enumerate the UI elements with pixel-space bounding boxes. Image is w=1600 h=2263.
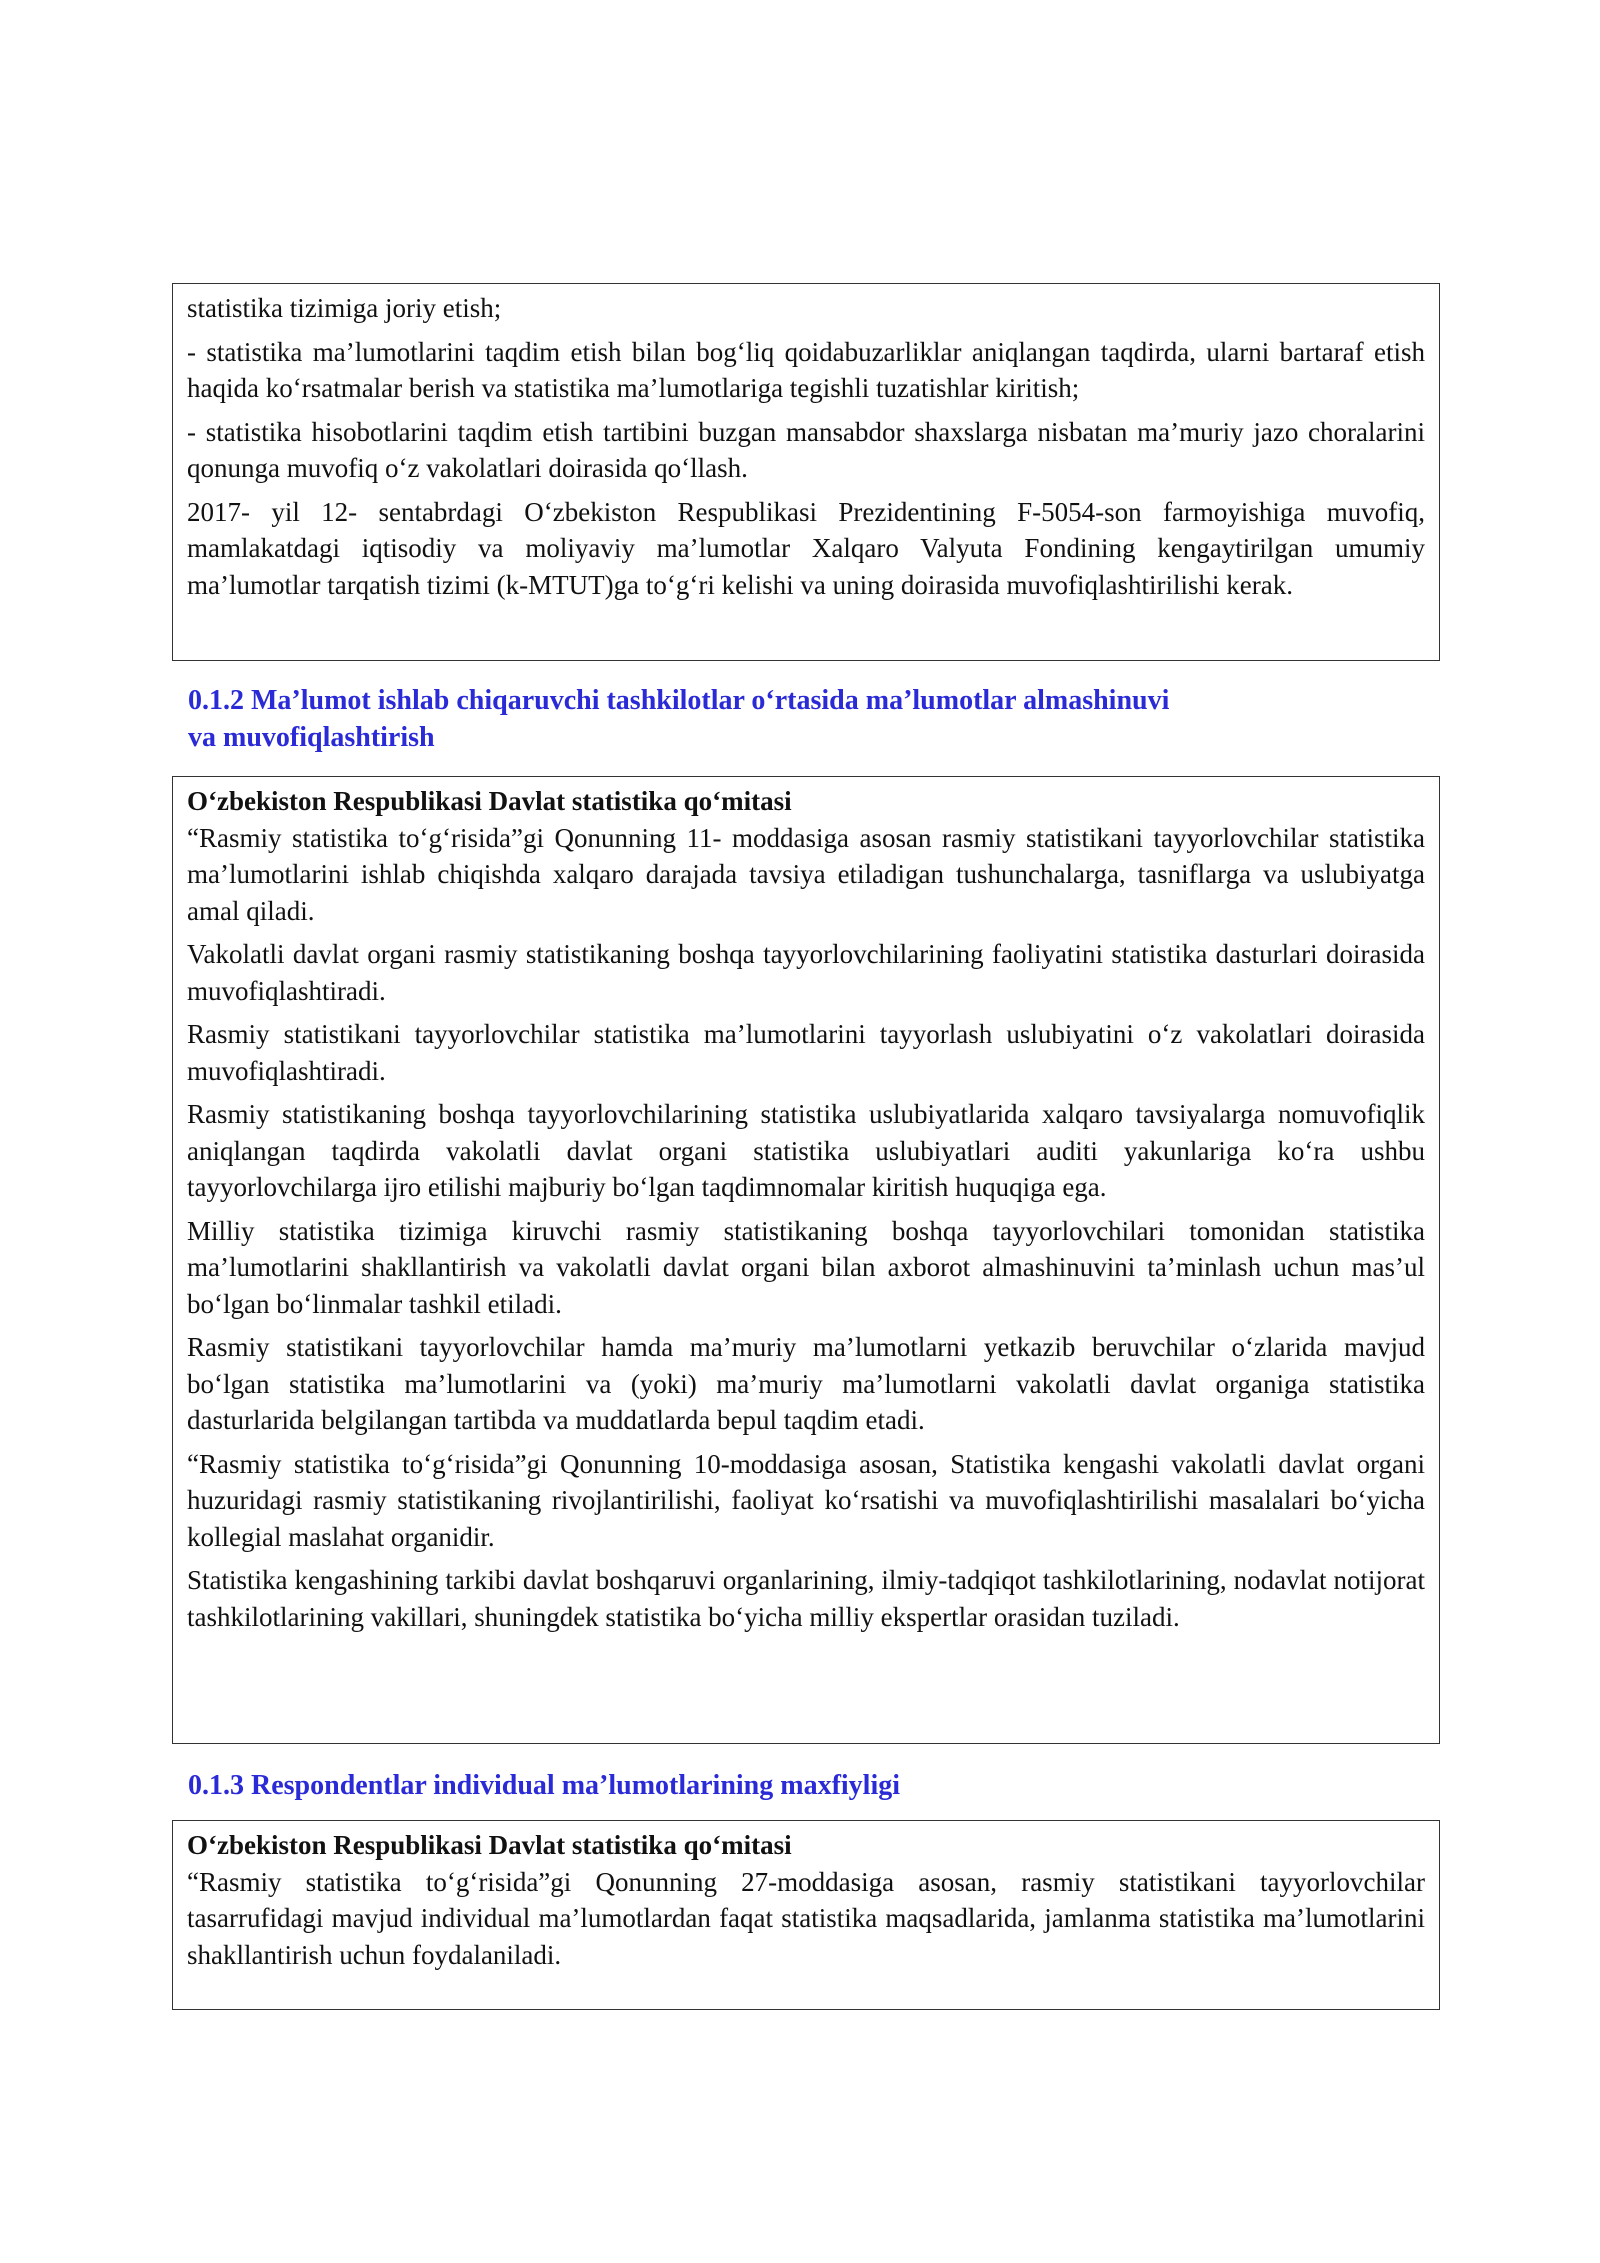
paragraph: - statistika ma’lumotlarini taqdim etish bilan bog‘liq qoidabuzarliklar aniqlangan taqdirda, ularni bartaraf etish haqida ko‘rsatmalar berish va statistika ma’lumotlariga tegishli tuzatishlar kiritish; xyxy=(187,336,1425,403)
organization-title: O‘zbekiston Respublikasi Davlat statistika qo‘mitasi xyxy=(187,1830,792,1860)
paragraph: Rasmiy statistikani tayyorlovchilar statistika ma’lumotlarini tayyorlash uslubiyatini o‘z vakolatlari doirasida muvofiqlashtiradi. xyxy=(187,1019,1425,1086)
paragraph: “Rasmiy statistika to‘g‘risida”gi Qonunning 27-moddasiga asosan, rasmiy statistikani tayyorlovchilar tasarrufidagi mavjud individual ma’lumotlardan faqat statistika maqsadlarida, jamlanma statistika ma’lumotlarini shakllantirish uchun foydalaniladi. xyxy=(187,1866,1425,1970)
organization-title: O‘zbekiston Respublikasi Davlat statistika qo‘mitasi xyxy=(187,786,792,816)
section-heading-0-1-2 xyxy=(188,682,1388,756)
paragraph: statistika tizimiga joriy etish; xyxy=(187,293,502,323)
text-box-section-0-1-3 xyxy=(172,1820,1440,2010)
paragraph: “Rasmiy statistika to‘g‘risida”gi Qonunning 11- moddasiga asosan rasmiy statistikani tayyorlovchilar statistika ma’lumotlarini ishlab chiqishda xalqaro darajada tavsiya etiladigan tushunchalarga, tasniflarga va uslubiyatga amal qiladi. xyxy=(187,822,1425,926)
paragraph: 2017- yil 12- sentabrdagi O‘zbekiston Respublikasi Prezidentining F-5054-son farmoyishiga muvofiq, mamlakatdagi iqtisodiy va moliyaviy ma’lumotlar Xalqaro Valyuta Fondining kengaytirilgan umumiy ma’lumotlar tarqatish tizimi (k-MTUT)ga to‘g‘ri kelishi va uning doirasida muvofiqlashtirilishi kerak. xyxy=(187,496,1425,600)
paragraph: “Rasmiy statistika to‘g‘risida”gi Qonunning 10-moddasiga asosan, Statistika kengashi vakolatli davlat organi huzuridagi rasmiy statistikaning rivojlantirilishi, faoliyat ko‘rsatishi va muvofiqlashtirilishi masalalari bo‘yicha kollegial maslahat organidir. xyxy=(187,1448,1425,1552)
text-box-continuation xyxy=(172,283,1440,661)
section-heading-0-1-3: 0.1.3 Respondentlar individual ma’lumotlarining maxfiyligi xyxy=(188,1770,901,1801)
paragraph: Rasmiy statistikani tayyorlovchilar hamda ma’muriy ma’lumotlarni yetkazib beruvchilar o‘zlarida mavjud bo‘lgan statistika ma’lumotlarini va (yoki) ma’muriy ma’lumotlarni vakolatli davlat organiga statistika dasturlarida belgilangan tartibda va muddatlarda bepul taqdim etadi. xyxy=(187,1332,1425,1435)
heading-line: va muvofiqlashtirish xyxy=(188,722,435,753)
text-box-section-0-1-2 xyxy=(172,776,1440,1744)
paragraph: Vakolatli davlat organi rasmiy statistikaning boshqa tayyorlovchilarining faoliyatini statistika dasturlari doirasida muvofiqlashtiradi. xyxy=(187,939,1425,1006)
paragraph: Statistika kengashining tarkibi davlat boshqaruvi organlarining, ilmiy-tadqiqot tashkilotlarining, nodavlat notijorat tashkilotlarining vakillari, shuningdek statistika bo‘yicha milliy ekspertlar orasidan tuziladi. xyxy=(187,1565,1425,1632)
paragraph: Milliy statistika tizimiga kiruvchi rasmiy statistikaning boshqa tayyorlovchilari tomonidan statistika ma’lumotlarini shakllantirish va vakolatli davlat organi bilan axborot almashinuvini ta’minlash uchun mas’ul bo‘lgan bo‘linmalar tashkil etiladi. xyxy=(187,1215,1425,1319)
paragraph: - statistika hisobotlarini taqdim etish tartibini buzgan mansabdor shaxslarga nisbatan ma’muriy jazo choralarini qonunga muvofiq o‘z vakolatlari doirasida qo‘llash. xyxy=(187,416,1425,483)
paragraph: Rasmiy statistikaning boshqa tayyorlovchilarining statistika uslubiyatlarida xalqaro tavsiyalarga nomuvofiqlik aniqlangan taqdirda vakolatli davlat organi statistika uslubiyatlari auditi yakunlariga ko‘ra ushbu tayyorlovchilarga ijro etilishi majburiy bo‘lgan taqdimnomalar kiritish huquqiga ega. xyxy=(187,1099,1425,1202)
heading-line: 0.1.2 Ma’lumot ishlab chiqaruvchi tashkilotlar o‘rtasida ma’lumotlar almashinuvi xyxy=(188,685,1170,716)
